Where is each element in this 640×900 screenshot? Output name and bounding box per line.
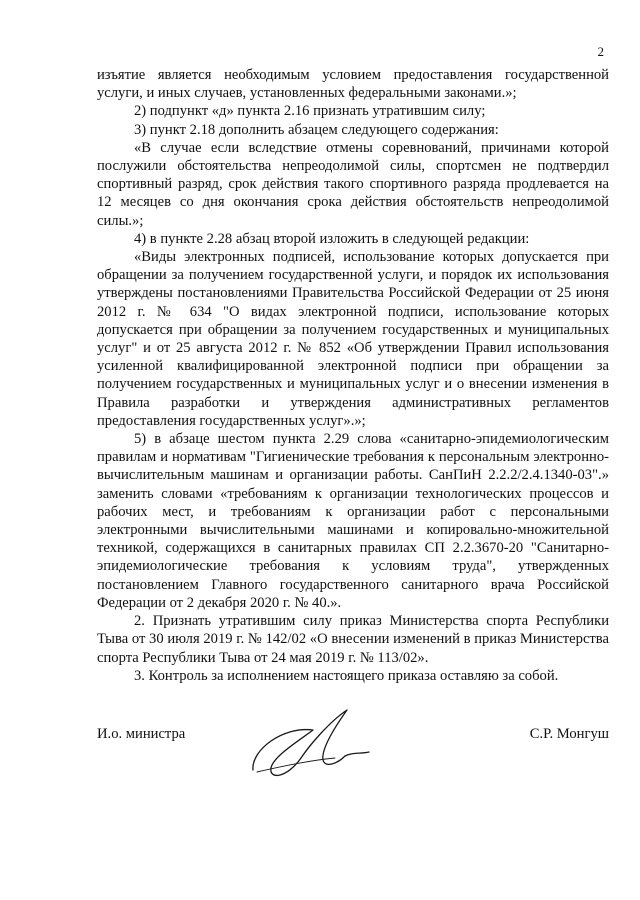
paragraph-item-5: 5) в абзаце шестом пункта 2.29 слова «санитарно-эпидемиологическим правилам и нормативам "Гигиенические требования к персональным электронно-вычислительным машинам и организации работы. СанПиН 2.2.2/2.4.1340-03".» заменить словами «требованиям к организации технологических процессов и рабочих мест, и требованиям к организации работ с персональными электронными вычислительными машинами и копировально-множительной техникой, содержащихся в санитарных правилах СП 2.2.3670-20 "Санитарно-эпидемиологические требования к условиям труда", утвержденных постановлением Главного государственного санитарного врача Российской Федерации от 2 декабря 2020 г. № 40.». [97,431,609,611]
document-body [97,66,609,685]
paragraph-item-4: 4) в пункте 2.28 абзац второй изложить в следующей редакции: [134,230,530,247]
paragraph-clause-2: 2. Признать утратившим силу приказ Министерства спорта Республики Тыва от 30 июля 2019 г. № 142/02 «О внесении изменений в приказ Министерства спорта Республики Тыва от 24 мая 2019 г. № 113/02». [97,613,609,666]
signatory-name: С.Р. Монгуш [529,726,609,742]
paragraph-continuation: изъятие является необходимым условием предоставления государственной услуги, и иных случаев, установленных федеральными законами.»; [97,67,609,102]
paragraph-item-2: 2) подпункт «д» пункта 2.16 признать утратившим силу; [134,103,486,120]
paragraph-clause-3: 3. Контроль за исполнением настоящего приказа оставляю за собой. [134,667,559,684]
paragraph-quote-2-18: «В случае если вследствие отмены соревнований, причинами которой послужили обстоятельства непреодолимой силы, спортсмен не подтвердил спортивный разряд, срок действия такого спортивного разряда продлевается на 12 месяцев со дня окончания срока действия обстоятельств непреодолимой силы.»; [97,139,609,229]
signature-block [97,722,609,792]
paragraph-quote-2-28: «Виды электронных подписей, использование которых допускается при обращении за получением государственной услуги, и порядок их использования утверждены постановлениями Правительства Российской Федерации от 25 июня 2012 г. № 634 "О видах электронной подписи, использование которых допускается при обращении за получением государственных и муниципальных услуг" и от 25 августа 2012 г. № 852 «Об утверждении Правил использования усиленной квалифицированной электронной подписи при обращении за получением государственных и муниципальных услуг и о внесении изменения в Правила разработки и утверждения административных регламентов предоставления государственных услуг».»; [97,249,609,429]
page-number: 2 [597,44,604,59]
paragraph-item-3: 3) пункт 2.18 дополнить абзацем следующего содержания: [134,121,499,138]
handwritten-signature [243,708,373,788]
signatory-role: И.о. министра [97,726,186,742]
